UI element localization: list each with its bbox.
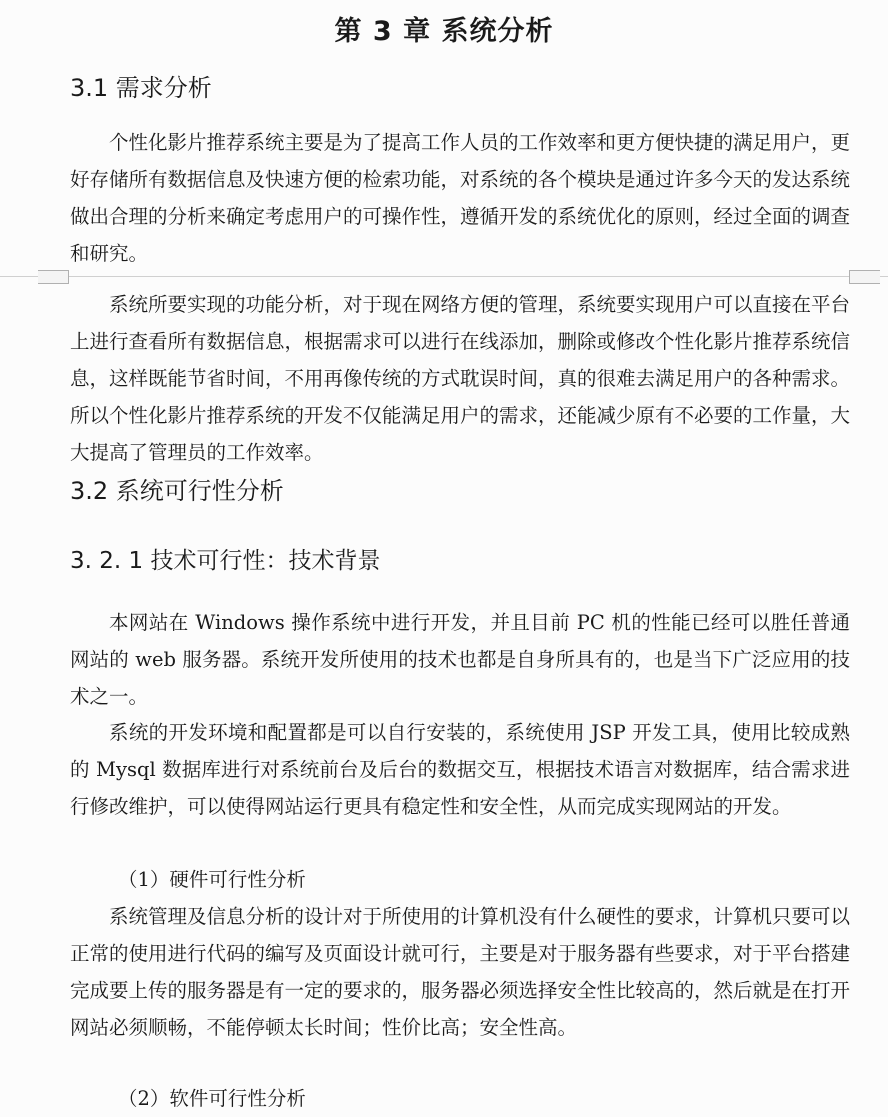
section-heading-3-2: 3.2 系统可行性分析 [70, 477, 284, 505]
page-break-line [0, 276, 888, 277]
chapter-title: 第 3 章 系统分析 [334, 16, 554, 47]
paragraph-dev-environment: 系统的开发环境和配置都是可以自行安装的，系统使用 JSP 开发工具，使用比较成熟的 Mysql 数据库进行对系统前台及后台的数据交互，根据技术语言对数据库，结合需求进行修改维护，可以使得网站运行更具有稳定性和安全性，从而完成实现网站的开发。 [70, 721, 850, 818]
page-corner-marker-left [38, 270, 69, 284]
page-corner-marker-right [849, 270, 880, 284]
section-heading-3-2-1: 3. 2. 1 技术可行性：技术背景 [70, 548, 381, 574]
paragraph-function-analysis: 系统所要实现的功能分析，对于现在网络方便的管理，系统要实现用户可以直接在平台上进行查看所有数据信息，根据需求可以进行在线添加，删除或修改个性化影片推荐系统信息，这样既能节省时间，不用再像传统的方式耽误时间，真的很难去满足用户的各种需求。所以个性化影片推荐系统的开发不仅能满足用户的需求，还能减少原有不必要的工作量，大大提高了管理员的工作效率。 [70, 293, 851, 464]
paragraph-hardware-feasibility: 系统管理及信息分析的设计对于所使用的计算机没有什么硬性的要求，计算机只要可以正常的使用进行代码的编写及页面设计就可行，主要是对于服务器有些要求，对于平台搭建完成要上传的服务器是有一定的要求的，服务器必须选择安全性比较高的，然后就是在打开网站必须顺畅，不能停顿太长时间；性价比高；安全性高。 [70, 905, 851, 1039]
cut-off-subheading: （2）软件可行性分析 [118, 1087, 306, 1110]
section-heading-3-1: 3.1 需求分析 [70, 74, 212, 102]
paragraph-requirements-intro: 个性化影片推荐系统主要是为了提高工作人员的工作效率和更方便快捷的满足用户，更好存储所有数据信息及快速方便的检索功能，对系统的各个模块是通过许多今天的发达系统做出合理的分析来确定考虑用户的可操作性，遵循开发的系统优化的原则，经过全面的调查和研究。 [70, 131, 851, 265]
subheading-hardware-feasibility: （1）硬件可行性分析 [118, 868, 306, 891]
paragraph-tech-background: 本网站在 Windows 操作系统中进行开发，并且目前 PC 机的性能已经可以胜任普通网站的 web 服务器。系统开发所使用的技术也都是自身所具有的，也是当下广泛应用的技术之一。 [70, 611, 850, 708]
